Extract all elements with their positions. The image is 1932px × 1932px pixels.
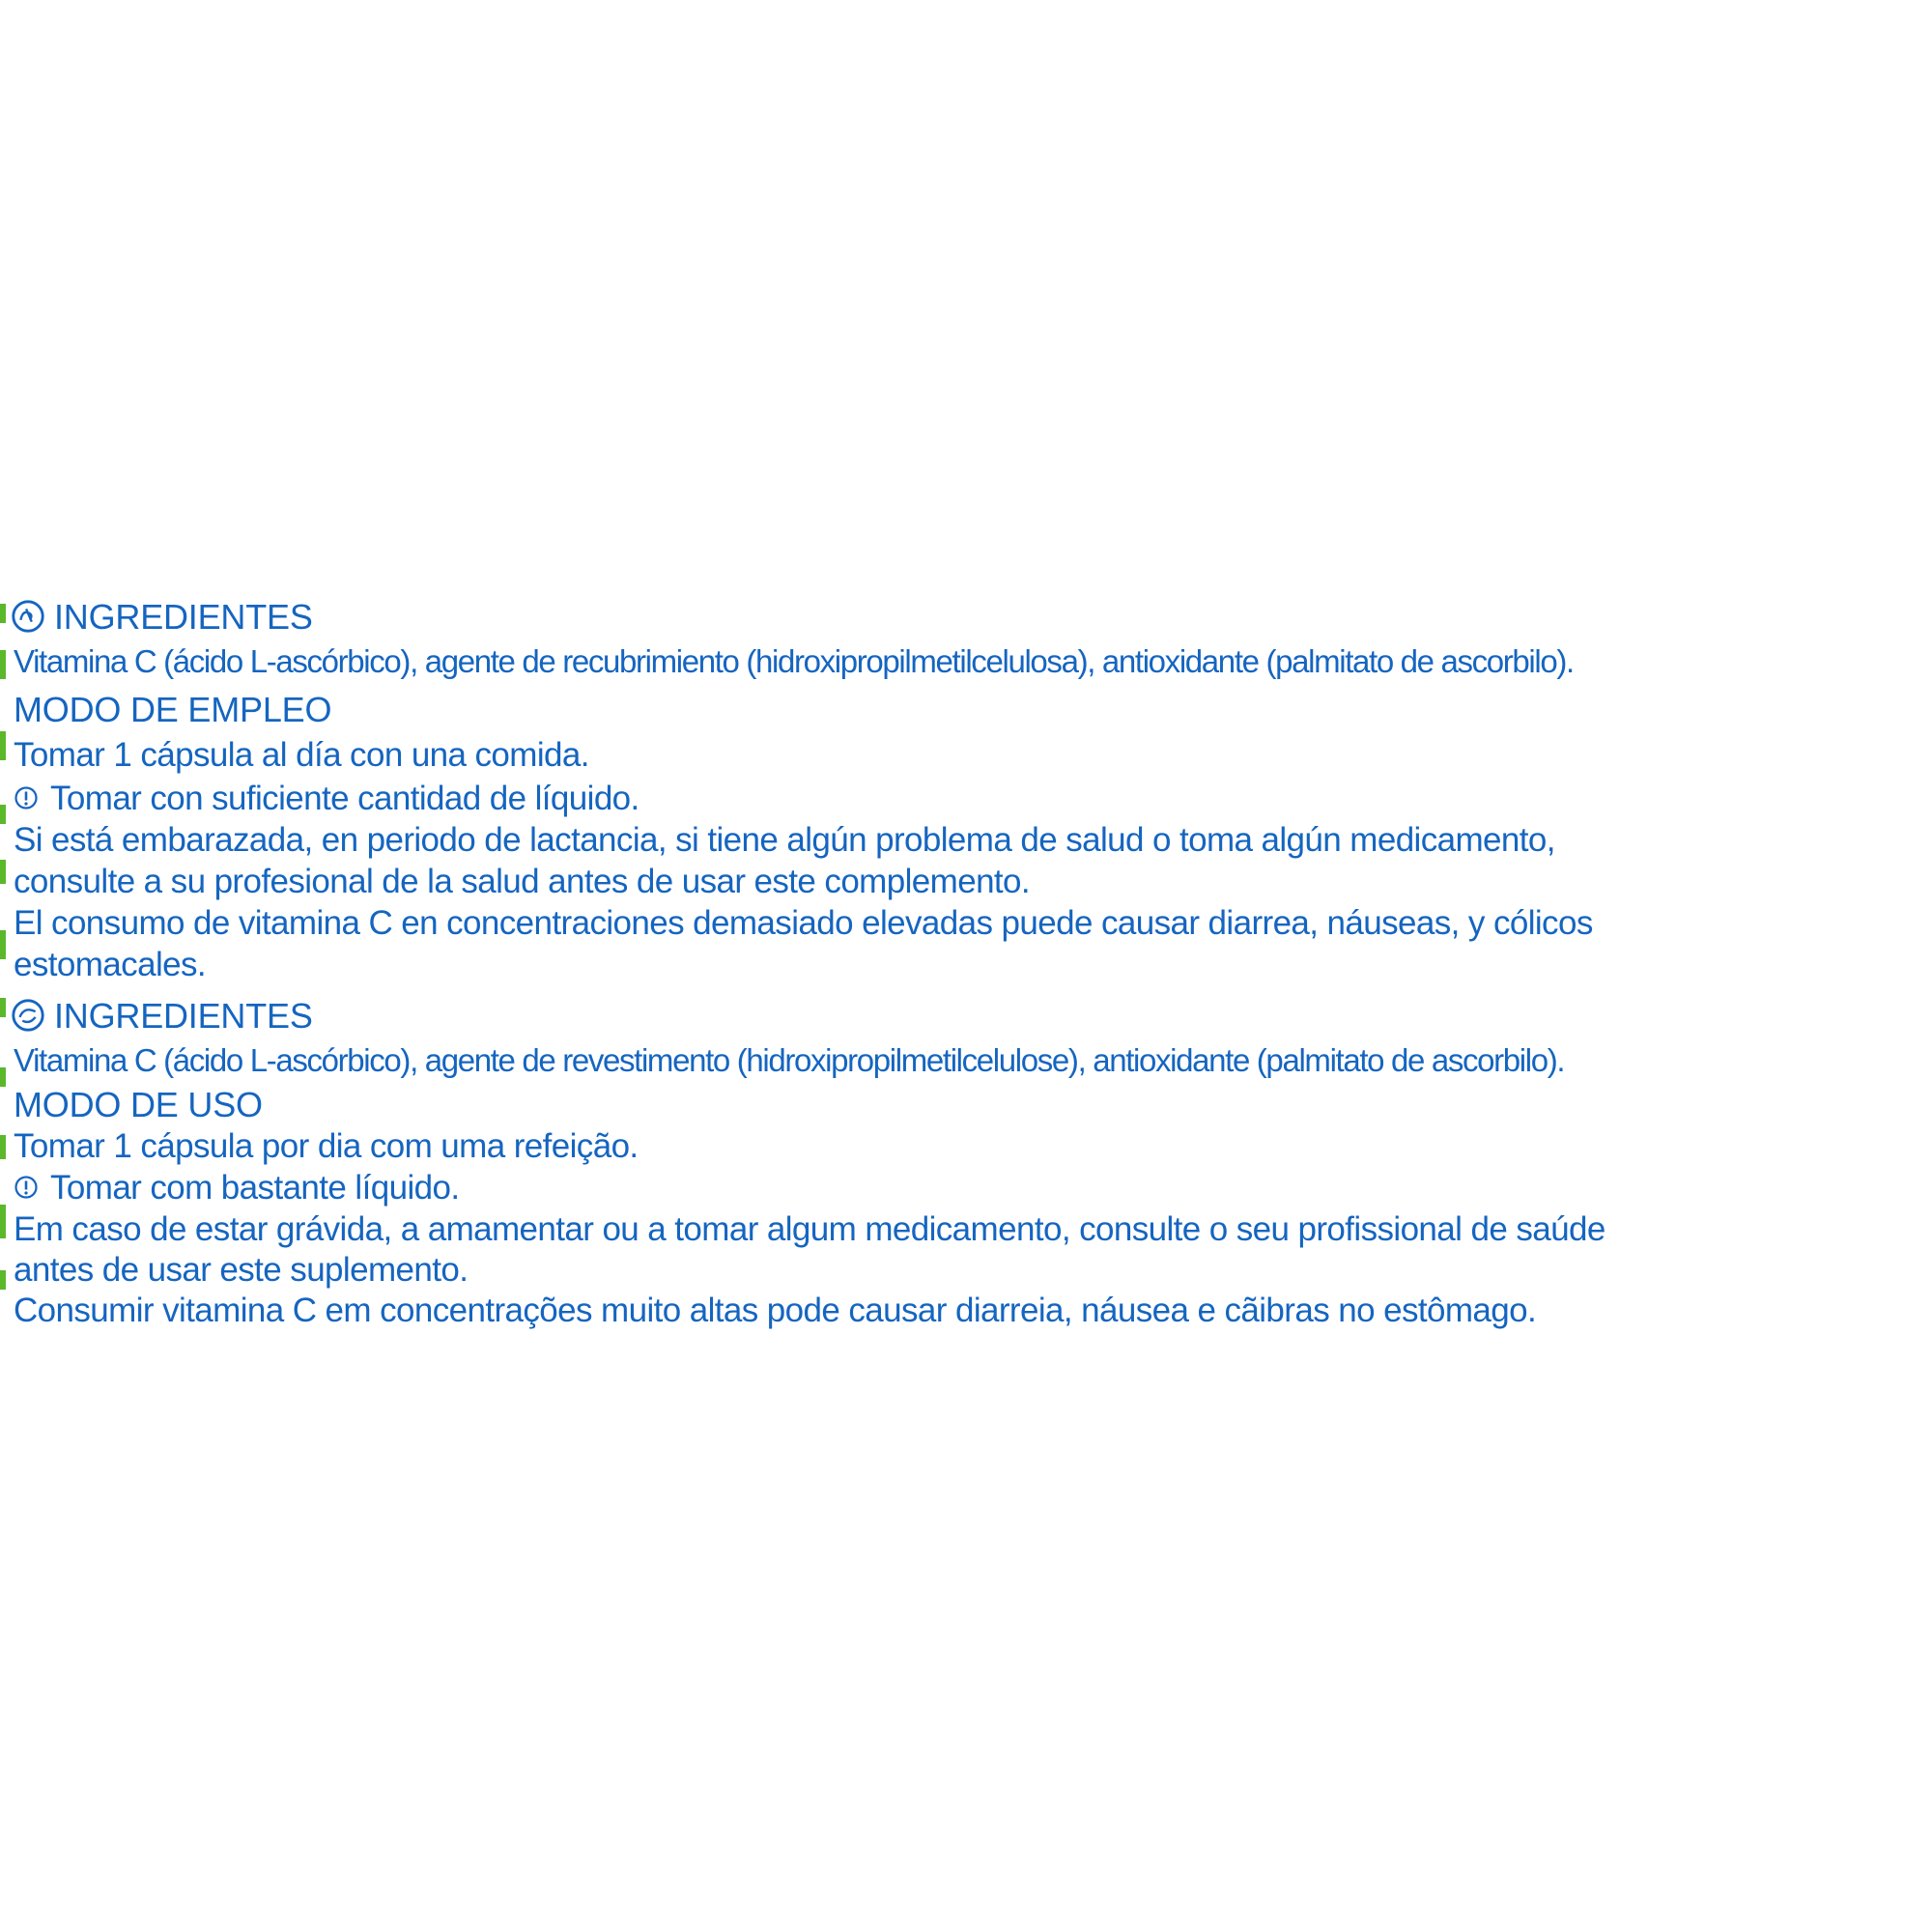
ingredients-heading-text: INGREDIENTES: [54, 996, 313, 1036]
portuguese-advice-line-1: Em caso de estar grávida, a amamentar ou a tomar algum medicamento, consulte o seu profissional de saúde: [14, 1210, 1605, 1248]
spanish-ingredients-heading: [10, 596, 313, 639]
spanish-caution-line-1: El consumo de vitamina C en concentraciones demasiado elevadas puede causar diarrea, náuseas, y cólicos: [14, 904, 1593, 942]
spanish-ingredients-text: Vitamina C (ácido L-ascórbico), agente de recubrimiento (hidroxipropilmetilcelulosa), antioxidante (palmitato de ascorbilo).: [14, 643, 1574, 679]
accent-bar: [0, 1135, 6, 1159]
accent-bar: [0, 731, 6, 760]
portuguese-caution-line-1: Consumir vitamina C em concentrações muito altas pode causar diarreia, náusea e cãibras no estômago.: [14, 1292, 1537, 1329]
accent-bar: [0, 930, 6, 959]
portuguese-ingredients-text: Vitamina C (ácido L-ascórbico), agente de revestimento (hidroxipropilmetilcelulose), antioxidante (palmitato de ascorbilo).: [14, 1042, 1565, 1078]
accent-bar: [0, 1205, 6, 1238]
supplement-label-panel: [0, 594, 1932, 1328]
portuguese-usage-heading: MODO DE USO: [14, 1085, 263, 1124]
spanish-warning: [14, 778, 639, 820]
warning-circle-icon: [14, 785, 39, 810]
warning-text: Tomar con suficiente cantidad de líquido.: [50, 780, 639, 817]
accent-bar: [0, 998, 6, 1017]
accent-bar: [0, 604, 6, 623]
spanish-usage-text: Tomar 1 cápsula al día con una comida.: [14, 736, 589, 774]
spanish-language-icon: [10, 598, 46, 635]
portuguese-usage-text: Tomar 1 cápsula por dia com uma refeição.: [14, 1127, 639, 1165]
portuguese-advice-line-2: antes de usar este suplemento.: [14, 1251, 469, 1289]
spanish-usage-heading: MODO DE EMPLEO: [14, 690, 332, 729]
accent-bar: [0, 860, 6, 884]
portuguese-ingredients-heading: [10, 995, 313, 1037]
spanish-advice-line-2: consulte a su profesional de la salud antes de usar este complemento.: [14, 863, 1031, 900]
ingredients-heading-text: INGREDIENTES: [54, 597, 313, 637]
spanish-advice-line-1: Si está embarazada, en periodo de lactancia, si tiene algún problema de salud o toma algún medicamento,: [14, 821, 1555, 859]
warning-text: Tomar com bastante líquido.: [50, 1169, 460, 1207]
warning-circle-icon: [14, 1175, 39, 1200]
accent-bar: [0, 805, 6, 824]
portuguese-language-icon: [10, 997, 46, 1034]
spanish-caution-line-2: estomacales.: [14, 946, 207, 983]
accent-bar: [0, 1270, 6, 1290]
accent-bar: [0, 650, 6, 679]
accent-bar: [0, 1067, 6, 1087]
portuguese-warning: [14, 1167, 459, 1209]
